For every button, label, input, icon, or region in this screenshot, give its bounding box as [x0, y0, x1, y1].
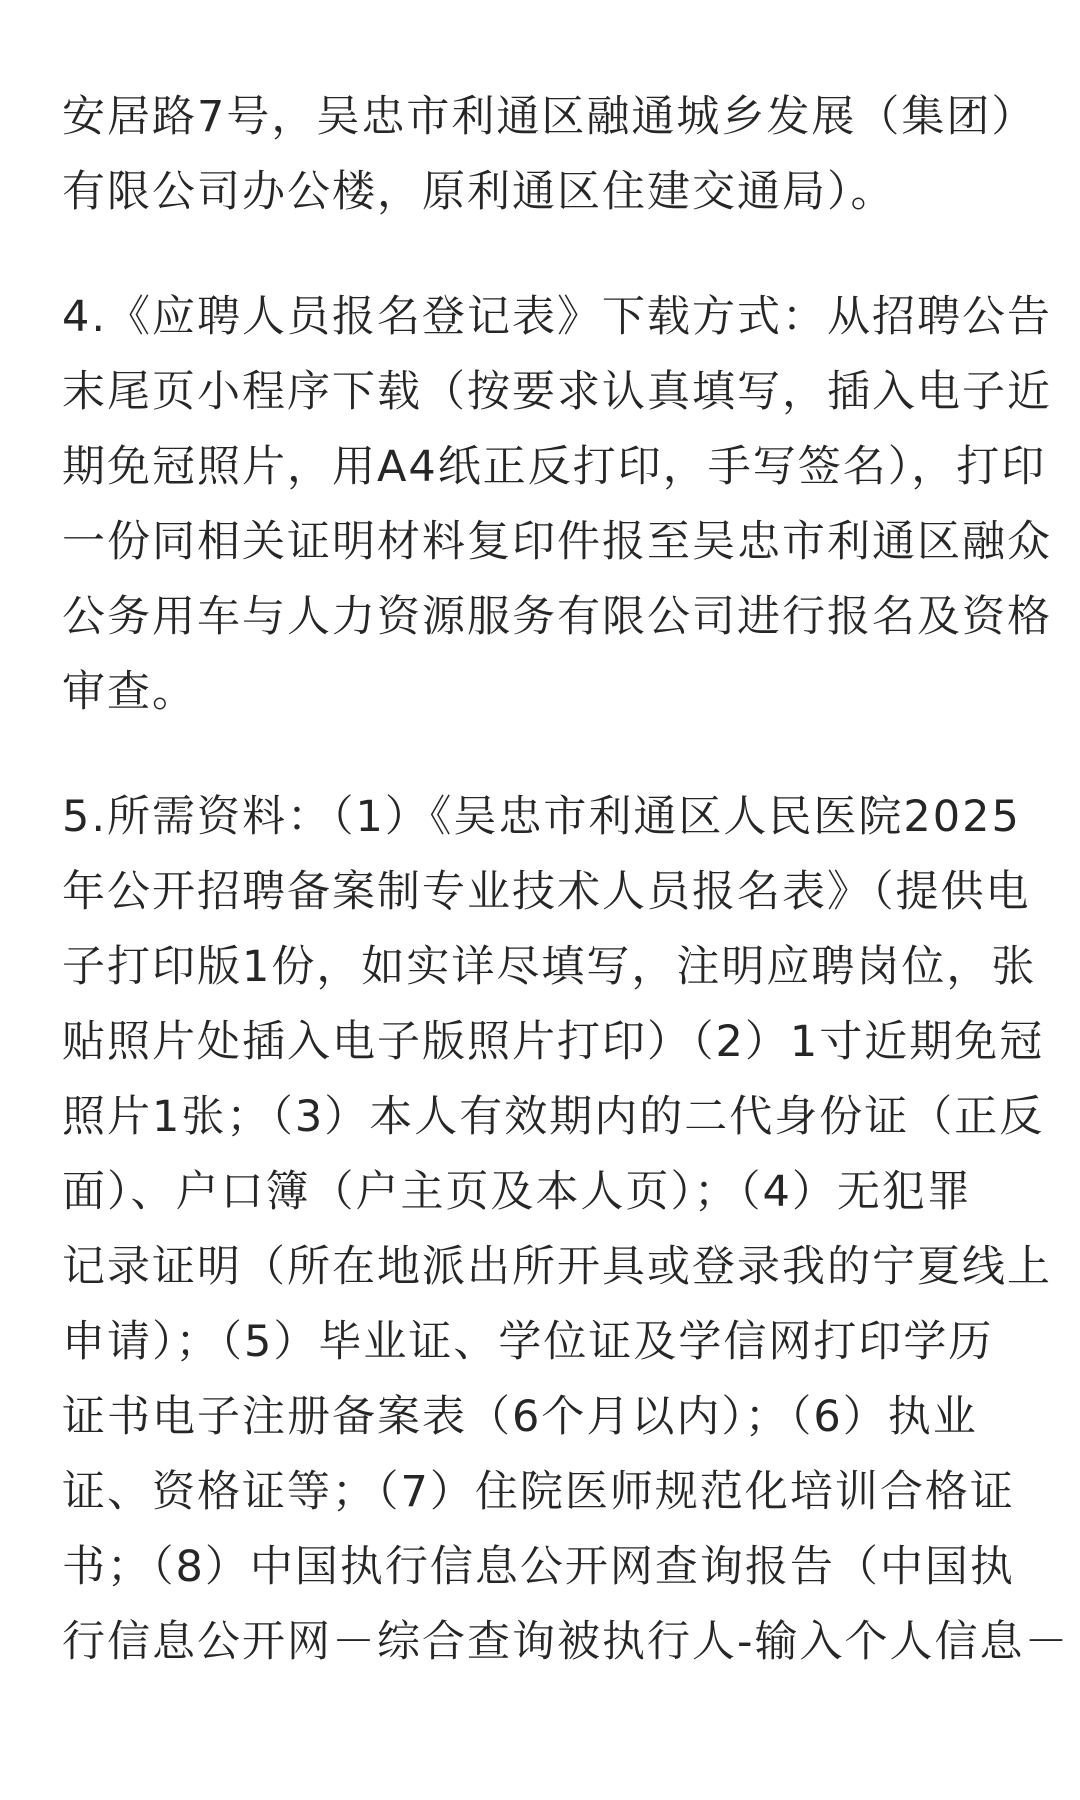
- text-line: 申请）；（5）毕业证、学位证及学信网打印学历: [62, 1317, 994, 1367]
- paragraph-address: [62, 80, 1037, 230]
- text-line: 审查。: [62, 667, 197, 717]
- text-line: 记录证明（所在地派出所开具或登录我的宁夏线上: [62, 1242, 1052, 1292]
- text-line: 期免冠照片，用A4纸正反打印，手写签名），打印: [62, 442, 1047, 492]
- text-line: 一份同相关证明材料复印件报至吴忠市利通区融众: [62, 517, 1052, 567]
- text-line: 贴照片处插入电子版照片打印）（2）1寸近期免冠: [62, 1017, 1045, 1067]
- text-line: 有限公司办公楼，原利通区住建交通局）。: [62, 167, 896, 217]
- paragraph-download-method: [62, 280, 1053, 730]
- text-line: 书；（8）中国执行信息公开网查询报告（中国执: [62, 1542, 1015, 1592]
- text-line: 4.《应聘人员报名登记表》下载方式：从招聘公告: [62, 292, 1053, 342]
- text-line: 证书电子注册备案表（6个月以内）；（6）执业: [62, 1392, 978, 1442]
- text-line: 行信息公开网－综合查询被执行人-输入个人信息－: [62, 1617, 1070, 1667]
- text-line: 年公开招聘备案制专业技术人员报名表》（提供电: [62, 867, 1031, 917]
- text-line: 面）、户口簿（户主页及本人页）；（4）无犯罪: [62, 1167, 972, 1217]
- text-line: 子打印版1份，如实详尽填写，注明应聘岗位，张: [62, 942, 1037, 992]
- text-line: 安居路7号，吴忠市利通区融通城乡发展（集团）: [62, 92, 1037, 142]
- text-line: 末尾页小程序下载（按要求认真填写，插入电子近: [62, 367, 1052, 417]
- paragraph-required-materials: [62, 780, 1070, 1680]
- text-line: 5.所需资料：（1）《吴忠市利通区人民医院2025: [62, 792, 1021, 842]
- text-line: 公务用车与人力资源服务有限公司进行报名及资格: [62, 592, 1052, 642]
- text-line: 证、资格证等；（7）住院医师规范化培训合格证: [62, 1467, 1015, 1517]
- text-line: 照片1张；（3）本人有效期内的二代身份证（正反: [62, 1092, 1045, 1142]
